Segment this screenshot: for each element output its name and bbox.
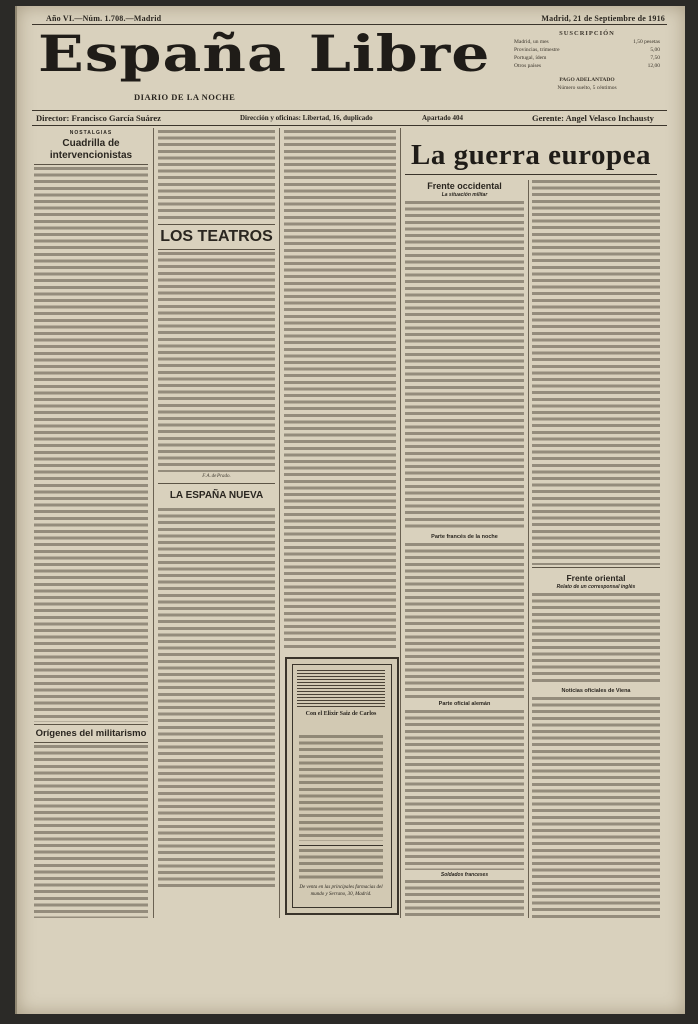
column-2 bbox=[158, 130, 275, 918]
article-body bbox=[34, 167, 148, 722]
ad-body bbox=[299, 735, 383, 841]
director-label: Director: Francisco García Suárez bbox=[36, 113, 161, 123]
section-subheading: Noticias oficiales de Viena bbox=[561, 688, 631, 694]
ad-text bbox=[299, 849, 383, 879]
subscription-heading: SUSCRIPCIÓN bbox=[559, 30, 615, 37]
top-line bbox=[32, 14, 667, 25]
payment-note: PAGO ADELANTADO bbox=[559, 77, 615, 83]
column-rule bbox=[279, 128, 280, 918]
article-body bbox=[405, 543, 524, 698]
column-rule bbox=[528, 180, 529, 918]
article-body bbox=[405, 201, 524, 531]
section-heading-frente-occidental: Frente occidental bbox=[427, 181, 502, 191]
signature: Soldados franceses bbox=[440, 872, 489, 878]
address-label: Dirección y oficinas: Libertad, 16, duplicado bbox=[240, 114, 373, 122]
column-rule bbox=[400, 128, 401, 918]
staff-line bbox=[32, 110, 667, 126]
article-body bbox=[532, 593, 660, 685]
section-heading-teatros: LOS TEATROS bbox=[160, 228, 273, 245]
apartado-label: Apartado 404 bbox=[422, 114, 464, 122]
ad-footer: De venta en las principales farmacias del mundo y Serrano, 30, Madrid. bbox=[299, 885, 383, 897]
subscription-box bbox=[514, 30, 660, 114]
main-headline: La guerra europea bbox=[411, 139, 651, 171]
ad-heading: Con el Elixir Saiz de Carlos bbox=[305, 711, 377, 717]
article-heading: Orígenes del militarismo bbox=[35, 728, 147, 739]
article-body bbox=[532, 180, 660, 565]
byline: F. A. de Prado. bbox=[202, 474, 231, 479]
single-copy-note: Número suelto, 5 céntimos bbox=[557, 85, 617, 91]
divider bbox=[299, 845, 383, 846]
article-heading: Cuadrilla de intervencionistas bbox=[49, 138, 133, 161]
article-body bbox=[532, 697, 660, 918]
article-body bbox=[34, 745, 148, 918]
divider bbox=[158, 224, 275, 225]
section-subheading: Parte francés de la noche bbox=[431, 534, 498, 540]
kicker: NOSTALGIAS bbox=[69, 130, 113, 136]
issue-number: Año VI.—Núm. 1.708.—Madrid bbox=[46, 14, 162, 23]
article-body bbox=[158, 252, 275, 472]
column-4 bbox=[405, 180, 524, 918]
section-subheading: Parte oficial alemán bbox=[438, 701, 491, 707]
article-body bbox=[405, 880, 524, 918]
issue-date: Madrid, 21 de Septiembre de 1916 bbox=[541, 14, 665, 23]
divider bbox=[34, 742, 148, 743]
divider bbox=[532, 567, 660, 568]
column-5 bbox=[532, 180, 660, 918]
elixir-advertisement bbox=[285, 657, 399, 915]
price-row: Otros países 12,00 bbox=[514, 63, 660, 69]
article-body bbox=[158, 130, 275, 222]
section-subheading: Relato de un corresponsal inglés bbox=[556, 584, 636, 590]
divider bbox=[158, 249, 275, 250]
column-3 bbox=[284, 130, 396, 650]
section-subheading: La situación militar bbox=[441, 192, 488, 198]
divider bbox=[158, 483, 275, 484]
price-row: Portugal, ídem 7,50 bbox=[514, 55, 660, 61]
article-body bbox=[284, 130, 396, 648]
column-rule bbox=[153, 128, 154, 918]
section-heading-frente-oriental: Frente oriental bbox=[566, 573, 626, 583]
column-1 bbox=[34, 130, 148, 918]
divider bbox=[405, 174, 657, 175]
price-row: Provincias, trimestre 5,00 bbox=[514, 47, 660, 53]
price-row: Madrid, un mes 1,50 pesetas bbox=[514, 39, 660, 45]
article-body bbox=[405, 710, 524, 870]
divider bbox=[34, 724, 148, 725]
masthead bbox=[38, 26, 508, 108]
section-heading-espana-nueva: LA ESPAÑA NUEVA bbox=[169, 489, 264, 501]
article-body bbox=[158, 508, 275, 888]
newspaper-subtitle: DIARIO DE LA NOCHE bbox=[134, 92, 236, 102]
ad-illustration bbox=[297, 669, 385, 707]
gerente-label: Gerente: Angel Velasco Inchausty bbox=[532, 113, 654, 123]
newspaper-title: España Libre bbox=[38, 26, 491, 84]
divider bbox=[34, 164, 148, 165]
